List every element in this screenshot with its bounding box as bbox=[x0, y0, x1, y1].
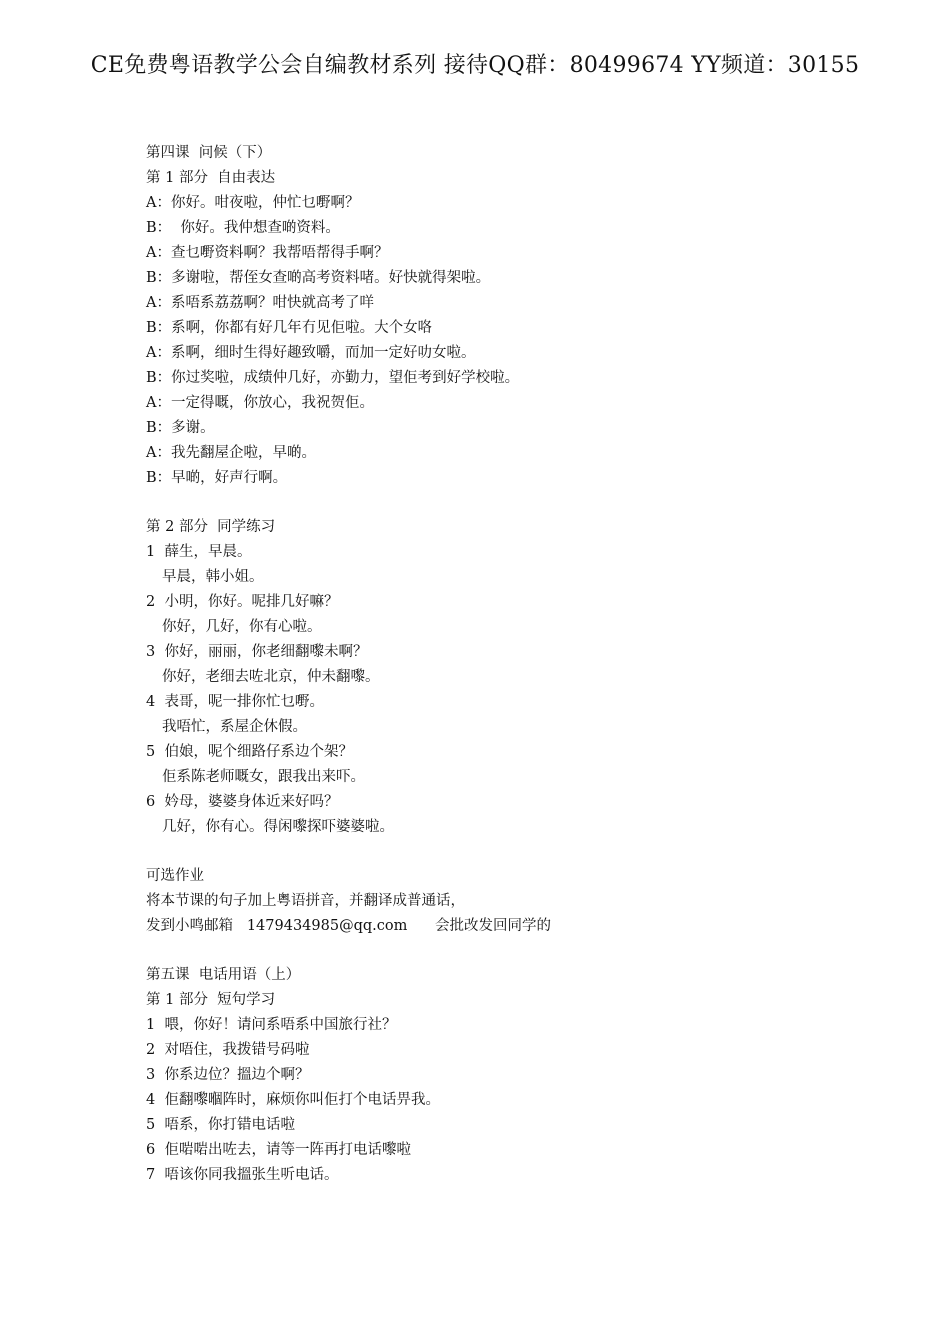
phrase-line: 7 唔该你同我搵张生听电话。 bbox=[146, 1167, 339, 1183]
practice-answer: 我唔忙，系屋企休假。 bbox=[162, 719, 307, 735]
practice-answer: 佢系陈老师嘅女，跟我出来吓。 bbox=[162, 769, 365, 785]
practice-question: 1 薛生，早晨。 bbox=[146, 544, 252, 560]
dialogue-line: B：早啲，好声行啊。 bbox=[146, 470, 288, 486]
practice-question: 4 表哥，呢一排你忙乜嘢。 bbox=[146, 694, 324, 710]
section-spacer bbox=[146, 491, 906, 515]
phrase-line: 1 喂，你好！请问系唔系中国旅行社？ bbox=[146, 1017, 397, 1033]
lesson-4-title: 第四课 问候（下） bbox=[146, 145, 272, 161]
dialogue-line: B： 你好。我仲想查啲资料。 bbox=[146, 220, 340, 236]
phrase-line: 6 佢啱啱出咗去，请等一阵再打电话嚟啦 bbox=[146, 1142, 411, 1158]
dialogue-line: A：一定得嘅，你放心，我祝贺佢。 bbox=[146, 395, 374, 411]
practice-question: 5 伯娘，呢个细路仔系边个架？ bbox=[146, 744, 353, 760]
page-header: CE免费粤语教学公会自编教材系列 接待QQ群：80499674 YY频道：30155 bbox=[90, 53, 860, 78]
dialogue-line: A：查乜嘢资料啊？我帮唔帮得手啊？ bbox=[146, 245, 389, 261]
lesson-5-part-1-title: 第 1 部分 短句学习 bbox=[146, 992, 276, 1008]
lesson-4-part-2-title: 第 2 部分 同学练习 bbox=[146, 519, 276, 535]
homework-instruction: 将本节课的句子加上粤语拼音，并翻译成普通话， bbox=[146, 893, 465, 909]
practice-question: 6 妗母，婆婆身体近来好吗？ bbox=[146, 794, 339, 810]
practice-answer: 你好，老细去咗北京，仲未翻嚟。 bbox=[162, 669, 380, 685]
phrase-line: 2 对唔住，我拨错号码啦 bbox=[146, 1042, 310, 1058]
dialogue-line: A：系啊，细时生得好趣致嚼，而加一定好叻女啦。 bbox=[146, 345, 476, 361]
section-spacer bbox=[146, 939, 906, 963]
dialogue-line: A：你好。咁夜啦，仲忙乜嘢啊？ bbox=[146, 195, 360, 211]
practice-answer: 早晨，韩小姐。 bbox=[162, 569, 264, 585]
dialogue-line: B：多谢。 bbox=[146, 420, 215, 436]
lesson-4-part-1-title: 第 1 部分 自由表达 bbox=[146, 170, 276, 186]
lesson-5-title: 第五课 电话用语（上） bbox=[146, 967, 301, 983]
dialogue-line: B：系啊，你都有好几年冇见佢啦。大个女咯 bbox=[146, 320, 433, 336]
phrase-line: 4 佢翻嚟嗰阵时，麻烦你叫佢打个电话畀我。 bbox=[146, 1092, 440, 1108]
dialogue-line: B：你过奖啦，成绩仲几好，亦勤力，望佢考到好学校啦。 bbox=[146, 370, 520, 386]
phrase-line: 3 你系边位？搵边个啊？ bbox=[146, 1067, 310, 1083]
homework-title: 可选作业 bbox=[146, 868, 204, 884]
phrase-line: 5 唔系，你打错电话啦 bbox=[146, 1117, 295, 1133]
dialogue-line: A：系唔系荔荔啊？咁快就高考了咩 bbox=[146, 295, 374, 311]
practice-answer: 你好，几好，你有心啦。 bbox=[162, 619, 322, 635]
document-body bbox=[146, 141, 906, 1188]
homework-submission: 发到小鸣邮箱 1479434985@qq.com 会批改发回同学的 bbox=[146, 918, 552, 934]
practice-question: 3 你好，丽丽，你老细翻嚟未啊？ bbox=[146, 644, 368, 660]
practice-question: 2 小明，你好。呢排几好嘛？ bbox=[146, 594, 339, 610]
practice-answer: 几好，你有心。得闲嚟探吓婆婆啦。 bbox=[162, 819, 394, 835]
section-spacer bbox=[146, 840, 906, 864]
dialogue-line: B：多谢啦，帮侄女查啲高考资料啫。好快就得架啦。 bbox=[146, 270, 491, 286]
dialogue-line: A：我先翻屋企啦，早啲。 bbox=[146, 445, 316, 461]
